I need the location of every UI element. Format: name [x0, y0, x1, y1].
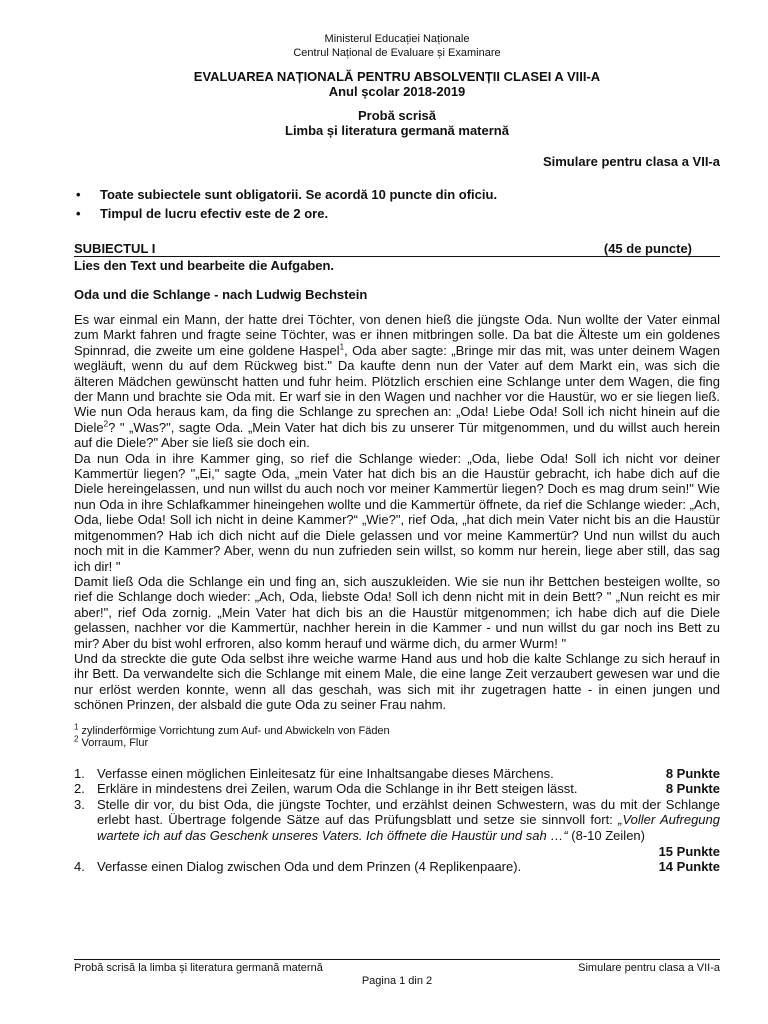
- subject-name: Limba și literatura germană maternă: [285, 123, 509, 138]
- story-paragraph: Und da streckte die gute Oda selbst ihre weiche warme Hand aus und hob die kalte Schlange zu sich herauf in ihr Bett. Da verwandelte sich die Schlange mit einem Male, die eine lange Zeit verzaubert gewesen war und die nur erlöst werden konnte, wenn all das geschah, was sich mit ihr zugetragen hatte - in einen jungen und schönen Prinzen, der alsbald die gute Oda zu seiner Frau nahm.: [74, 650, 720, 713]
- task-item: 4. 14 Punkte Verfasse einen Dialog zwischen Oda und dem Prinzen (4 Replikenpaare).: [74, 859, 720, 875]
- story-paragraph: Es war einmal ein Mann, der hatte drei Töchter, von denen hieß die jüngste Oda. Nun wollte der Vater einmal zum Markt fahren und fragte seine Töchter, was er ihnen mitbringen solle. Da bat die Älteste um ein goldenes Spinnrad, die zweite um eine goldene Haspel$^1$, Oda aber sagte: „Bringe mir das mit, was unter deinem Wagen wegläuft, wenn du auf dem Rückweg bist." Da kaufte denn nun der Vater auf dem Markt ein, was sich die älteren Mädchen gewünscht hatten und fuhr heim. Plötzlich erschien eine Schlange unter dem Wagen, die fing der Mann und brachte sie Oda mit. Er warf sie in den Wagen und nachher vor die Haustür, wo er sie liegen ließ. Wie nun Oda heraus kam, da fing die Schlange zu sprechen an: „Oda! Liebe Oda! Soll ich nicht hinein auf die Diele$^2$? " „Was?", sagte Oda. „Mein Vater hat dich bis zu unserer Tür mitgenommen, und du willst auch herein auf die Diele?" Aber sie ließ sie doch ein.: [74, 312, 721, 451]
- rule-item: • Timpul de lucru efectiv este de 2 ore.: [76, 206, 329, 221]
- page-number: Pagina 1 din 2: [361, 975, 433, 987]
- story-paragraph: Damit ließ Oda die Schlange ein und fing an, sich auszukleiden. Wie sie nun ihr Bettchen besteigen wollte, so rief die Schlange doch wieder: „Ach, Oda, liebste Oda! Soll ich denn nicht mit in dein Bett? " „Nun reicht es mir aber!", rief Oda zornig. „Mein Vater hat dich bis an die Haustür mitgenommen; ich habe dich auf die Diele gelassen, nachher vor die Kammertür, nachher herein in die Kammer - und nun willst du gar noch ins Bett zu mir? Aber du bist wohl erfroren, also komm herauf und wärme dich, du armer Wurm! ": [74, 573, 720, 651]
- footer-left: Probă scrisă la limba și literatura germană maternă: [74, 962, 323, 974]
- bullet-icon: •: [76, 187, 81, 202]
- rule-item: • Toate subiectele sunt obligatorii. Se acordă 10 puncte din oficiu.: [76, 187, 498, 202]
- page-footer: [74, 959, 720, 988]
- center-name: Centrul Național de Evaluare și Examinare: [293, 47, 501, 59]
- test-type: Probă scrisă: [357, 108, 437, 123]
- footer-right: Simulare pentru clasa a VII-a: [578, 962, 720, 974]
- footnote: $^1$ zylinderförmige Vorrichtung zum Auf- und Abwickeln von Fäden: [74, 721, 390, 737]
- task-item: 1. 8 Punkte Verfasse einen möglichen Einleitesatz für eine Inhaltsangabe dieses Märchens.: [74, 765, 720, 781]
- task-item: 2. 8 Punkte Erkläre in mindestens drei Zeilen, warum Oda die Schlange in ihr Bett steigen lässt.: [74, 781, 720, 797]
- footnotes: [74, 721, 720, 750]
- task-points: 8 Punkte: [665, 765, 720, 781]
- footnote-mark: 1: [339, 342, 345, 352]
- ministry-name: Ministerul Educației Naționale: [324, 33, 470, 45]
- section-header: [74, 242, 720, 257]
- rules-list: [74, 185, 720, 223]
- section-name: SUBIECTUL I: [74, 241, 156, 256]
- bullet-icon: •: [76, 206, 81, 221]
- exam-title: EVALUAREA NAȚIONALĂ PENTRU ABSOLVENȚII CLASEI A VIII-A: [193, 69, 601, 84]
- simulation-label: Simulare pentru clasa a VII-a: [542, 154, 720, 169]
- section-instruction: Lies den Text und bearbeite die Aufgaben.: [74, 258, 335, 273]
- section-points: (45 de puncte): [603, 241, 692, 256]
- footnote: $^2$ Vorraum, Flur: [74, 734, 149, 750]
- footnote-mark: 2: [103, 419, 109, 429]
- task-points: 15 Punkte: [658, 843, 720, 859]
- school-year: Anul școlar 2018-2019: [328, 84, 466, 99]
- task-item: 3. Stelle dir vor, du bist Oda, die jüngste Tochter, und erzählst deinen Schwestern, was du mit der Schlange erlebt hast. Übertrage folgende Sätze auf das Prüfungsblatt und setze sie sinnvoll fort: „Voller Aufregung wartete ich auf das Geschenk unseres Vaters. Ich öffnete die Haustür und sah …“ (8-10 Zeilen) 15 Punkte: [74, 796, 720, 859]
- exam-page: [74, 0, 720, 1024]
- story-text: [74, 312, 720, 713]
- story-paragraph: Da nun Oda in ihre Kammer ging, so rief die Schlange wieder: „Oda, liebe Oda! Soll ich nicht vor deiner Kammertür liegen? "„Ei," sagte Oda, „mein Vater hat dich bis an die Haustür gebracht, ich habe dich auf die Diele hereingelassen, und nun willst du auch noch vor meiner Kammertür liegen? Doch es mag drum sein!" Wie nun Oda in ihre Schlafkammer hineingehen wollte und die Kammertür öffnete, da rief die Schlange wieder: „Ach, Oda, liebe Oda! Soll ich nicht in deine Kammer?“ „Wie?", rief Oda, „hat dich mein Vater nicht bis an die Haustür mitgenommen? Hab ich dich nicht auf die Diele gelassen und vor meine Kammertür? Und nun willst du auch noch mit in die Kammer? Aber, wenn du nun zufrieden sein willst, so komm nur herein, liege aber still, das sag ich dir! ": [74, 450, 720, 574]
- story-title: Oda und die Schlange - nach Ludwig Bechstein: [74, 287, 368, 302]
- task-points: 8 Punkte: [665, 781, 720, 797]
- task-list: [74, 766, 720, 875]
- task-points: 14 Punkte: [658, 859, 720, 875]
